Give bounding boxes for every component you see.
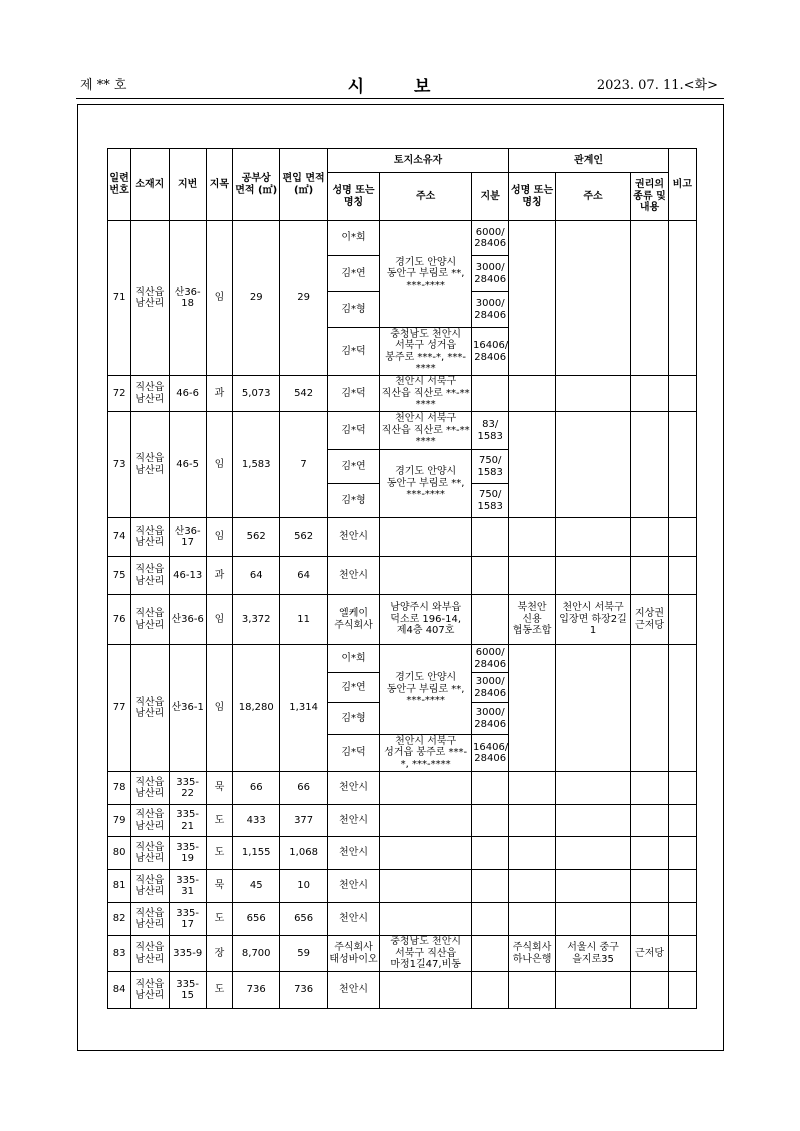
cell-category: 도 [206, 972, 232, 1009]
cell-included-area: 11 [280, 595, 327, 645]
cell-category: 임 [206, 645, 232, 772]
cell-party-right [631, 972, 668, 1009]
cell-party-right [631, 870, 668, 903]
cell-category: 장 [206, 936, 232, 972]
cell-official-area: 736 [233, 972, 280, 1009]
cell-seq: 74 [108, 518, 131, 557]
header-rule [76, 98, 724, 99]
cell-party-address: 천안시 서북구 입장면 하장2길 1 [555, 595, 631, 645]
cell-owner-share [472, 376, 509, 412]
cell-party-name [509, 972, 555, 1009]
cell-category: 과 [206, 557, 232, 595]
cell-category: 도 [206, 837, 232, 870]
cell-included-area: 64 [280, 557, 327, 595]
table-row [108, 557, 697, 595]
cell-included-area: 377 [280, 805, 327, 837]
cell-owner-share [472, 772, 509, 805]
cell-owner-address: 충청남도 천안시 서북구 성거읍 봉주로 ***-*, ***-**** [380, 328, 472, 376]
table-row [108, 595, 697, 645]
cell-party-right [631, 772, 668, 805]
cell-party-right: 지상권 근저당 [631, 595, 668, 645]
cell-owner-address [380, 557, 472, 595]
cell-owner-share [472, 837, 509, 870]
cell-lot: 산36-1 [169, 645, 206, 772]
cell-owner-address: 충청남도 천안시 서북구 직산읍 마정1길47,비동 [380, 936, 472, 972]
cell-lot: 335-17 [169, 903, 206, 936]
cell-party-name [509, 412, 555, 518]
cell-owner-share: 3000/ 28406 [472, 292, 509, 328]
table-row [108, 936, 697, 972]
cell-official-area: 8,700 [233, 936, 280, 972]
cell-owner-name: 주식회사 태성바이오 [327, 936, 379, 972]
cell-owner-share [472, 870, 509, 903]
cell-seq: 82 [108, 903, 131, 936]
cell-remarks [668, 837, 696, 870]
cell-owner-name: 천안시 [327, 518, 379, 557]
table-row [108, 870, 697, 903]
cell-owner-address [380, 805, 472, 837]
cell-location: 직산읍 남산리 [131, 972, 169, 1009]
cell-official-area: 1,583 [233, 412, 280, 518]
cell-owner-name: 김*연 [327, 673, 379, 703]
cell-lot: 335-19 [169, 837, 206, 870]
cell-included-area: 736 [280, 972, 327, 1009]
cell-owner-address: 천안시 서북구 성거읍 봉주로 ***-*, ***-**** [380, 735, 472, 772]
cell-included-area: 562 [280, 518, 327, 557]
issue-date: 2023. 07. 11.<화> [596, 78, 718, 93]
cell-location: 직산읍 남산리 [131, 903, 169, 936]
cell-remarks [668, 595, 696, 645]
cell-lot: 산36-17 [169, 518, 206, 557]
cell-category: 임 [206, 221, 232, 376]
cell-owner-name: 천안시 [327, 805, 379, 837]
cell-remarks [668, 376, 696, 412]
cell-location: 직산읍 남산리 [131, 518, 169, 557]
col-party-right: 권리의 종류 및 내용 [631, 173, 668, 221]
cell-owner-address [380, 837, 472, 870]
cell-owner-address: 천안시 서북구 직산읍 직산로 **-** **** [380, 412, 472, 450]
cell-party-address [555, 870, 631, 903]
table-row [108, 645, 697, 673]
cell-official-area: 656 [233, 903, 280, 936]
cell-owner-name: 김*덕 [327, 735, 379, 772]
cell-category: 묵 [206, 772, 232, 805]
cell-official-area: 45 [233, 870, 280, 903]
cell-owner-address [380, 972, 472, 1009]
table-row [108, 518, 697, 557]
col-official-area: 공부상 면적 (㎡) [233, 149, 280, 221]
cell-lot: 46-5 [169, 412, 206, 518]
cell-owner-share [472, 518, 509, 557]
cell-owner-name: 김*덕 [327, 376, 379, 412]
cell-party-address [555, 376, 631, 412]
cell-owner-address: 경기도 안양시 동안구 부림로 **, ***-**** [380, 450, 472, 518]
cell-party-address [555, 772, 631, 805]
cell-party-address [555, 518, 631, 557]
cell-seq: 72 [108, 376, 131, 412]
cell-owner-address [380, 518, 472, 557]
cell-remarks [668, 557, 696, 595]
cell-owner-share: 16406/ 28406 [472, 735, 509, 772]
cell-included-area: 1,068 [280, 837, 327, 870]
cell-owner-address [380, 772, 472, 805]
cell-official-area: 3,372 [233, 595, 280, 645]
cell-owner-name: 이*희 [327, 645, 379, 673]
cell-seq: 81 [108, 870, 131, 903]
col-party-name: 성명 또는 명칭 [509, 173, 555, 221]
cell-location: 직산읍 남산리 [131, 412, 169, 518]
cell-seq: 71 [108, 221, 131, 376]
cell-party-right [631, 645, 668, 772]
cell-owner-share [472, 557, 509, 595]
cell-seq: 76 [108, 595, 131, 645]
cell-seq: 77 [108, 645, 131, 772]
cell-owner-address: 경기도 안양시 동안구 부림로 **, ***-**** [380, 221, 472, 328]
cell-seq: 75 [108, 557, 131, 595]
cell-official-area: 433 [233, 805, 280, 837]
land-register-table [107, 148, 697, 1009]
cell-seq: 73 [108, 412, 131, 518]
cell-location: 직산읍 남산리 [131, 805, 169, 837]
cell-official-area: 18,280 [233, 645, 280, 772]
cell-owner-share [472, 805, 509, 837]
col-party-group: 관계인 [509, 149, 668, 173]
cell-owner-name: 천안시 [327, 903, 379, 936]
cell-party-right [631, 557, 668, 595]
cell-party-address: 서울시 중구 을지로35 [555, 936, 631, 972]
cell-remarks [668, 870, 696, 903]
cell-category: 묵 [206, 870, 232, 903]
cell-party-address [555, 903, 631, 936]
cell-owner-name: 김*형 [327, 484, 379, 518]
cell-party-right [631, 376, 668, 412]
col-owner-name: 성명 또는 명칭 [327, 173, 379, 221]
cell-location: 직산읍 남산리 [131, 557, 169, 595]
cell-party-name [509, 837, 555, 870]
cell-owner-name: 엘케이 주식회사 [327, 595, 379, 645]
cell-remarks [668, 972, 696, 1009]
table-row [108, 837, 697, 870]
cell-official-area: 66 [233, 772, 280, 805]
table-row [108, 805, 697, 837]
cell-seq: 78 [108, 772, 131, 805]
cell-party-name: 북천안 신용 협동조합 [509, 595, 555, 645]
cell-remarks [668, 936, 696, 972]
cell-official-area: 29 [233, 221, 280, 376]
cell-included-area: 7 [280, 412, 327, 518]
cell-location: 직산읍 남산리 [131, 772, 169, 805]
cell-party-name [509, 645, 555, 772]
table-row [108, 903, 697, 936]
cell-owner-address: 천안시 서북구 직산읍 직산로 **-** **** [381, 376, 470, 411]
cell-lot: 335-22 [169, 772, 206, 805]
cell-owner-share: 6000/ 28406 [472, 645, 509, 673]
cell-included-area: 66 [280, 772, 327, 805]
cell-location: 직산읍 남산리 [131, 645, 169, 772]
cell-official-area: 1,155 [233, 837, 280, 870]
col-category: 지목 [206, 149, 232, 221]
cell-party-right [631, 221, 668, 376]
cell-included-area: 59 [280, 936, 327, 972]
cell-owner-name: 천안시 [327, 557, 379, 595]
cell-owner-share [472, 936, 509, 972]
cell-included-area: 542 [280, 376, 327, 412]
cell-owner-address [380, 870, 472, 903]
cell-remarks [668, 645, 696, 772]
cell-party-right [631, 412, 668, 518]
cell-remarks [668, 772, 696, 805]
table-row [108, 772, 697, 805]
cell-category: 임 [206, 595, 232, 645]
cell-lot: 335-31 [169, 870, 206, 903]
cell-party-name: 주식회사 하나은행 [509, 936, 555, 972]
cell-lot: 335-9 [169, 936, 206, 972]
cell-party-address [555, 805, 631, 837]
cell-party-address [555, 221, 631, 376]
col-remarks: 비고 [668, 149, 696, 221]
cell-owner-share: 3000/ 28406 [472, 673, 509, 703]
cell-party-name [509, 221, 555, 376]
cell-included-area: 656 [280, 903, 327, 936]
cell-owner-share: 3000/ 28406 [472, 703, 509, 735]
col-location: 소재지 [131, 149, 169, 221]
cell-included-area: 29 [280, 221, 327, 376]
cell-location: 직산읍 남산리 [131, 221, 169, 376]
cell-owner-address: 남양주시 와부읍 덕소로 196-14, 제4층 407호 [380, 595, 472, 645]
cell-owner-share: 6000/ 28406 [472, 221, 509, 256]
cell-owner-name: 천안시 [327, 972, 379, 1009]
cell-owner-share [472, 595, 509, 645]
cell-party-name [509, 870, 555, 903]
cell-owner-name: 김*덕 [327, 412, 379, 450]
cell-owner-share: 3000/ 28406 [472, 256, 509, 292]
cell-owner-name: 이*희 [327, 221, 379, 256]
cell-party-right [631, 805, 668, 837]
cell-lot: 46-6 [169, 376, 206, 412]
cell-owner-share: 750/ 1583 [472, 450, 509, 484]
cell-lot: 산36-6 [169, 595, 206, 645]
cell-category: 임 [206, 518, 232, 557]
cell-owner-name: 천안시 [327, 837, 379, 870]
cell-owner-name: 김*형 [327, 703, 379, 735]
cell-owner-name: 김*덕 [327, 328, 379, 376]
cell-owner-name: 김*형 [327, 292, 379, 328]
col-owner-group: 토지소유자 [327, 149, 509, 173]
col-included-area: 편입 면적 (㎡) [280, 149, 327, 221]
cell-party-address [555, 837, 631, 870]
page-title: 시 보 [347, 77, 453, 97]
cell-seq: 84 [108, 972, 131, 1009]
cell-owner-name: 천안시 [327, 772, 379, 805]
cell-remarks [668, 518, 696, 557]
issue-number: 제 ** 호 [80, 78, 127, 93]
col-lot: 지번 [169, 149, 206, 221]
cell-owner-share: 83/ 1583 [472, 412, 509, 450]
cell-official-area: 562 [233, 518, 280, 557]
table-row [108, 376, 697, 412]
cell-party-name [509, 903, 555, 936]
col-party-address: 주소 [555, 173, 631, 221]
cell-category: 과 [206, 376, 232, 412]
cell-lot: 46-13 [169, 557, 206, 595]
cell-party-right [631, 837, 668, 870]
cell-party-right [631, 903, 668, 936]
cell-seq: 83 [108, 936, 131, 972]
cell-included-area: 1,314 [280, 645, 327, 772]
cell-owner-share [472, 972, 509, 1009]
cell-lot: 산36-18 [169, 221, 206, 376]
cell-party-name [509, 772, 555, 805]
col-owner-address: 주소 [380, 173, 472, 221]
cell-party-address [555, 557, 631, 595]
table-row [108, 221, 697, 256]
cell-official-area: 5,073 [233, 376, 280, 412]
cell-party-name [509, 557, 555, 595]
cell-owner-share: 750/ 1583 [472, 484, 509, 518]
table-row [108, 972, 697, 1009]
cell-party-right [631, 518, 668, 557]
table-row [108, 412, 697, 450]
cell-location: 직산읍 남산리 [131, 936, 169, 972]
cell-location: 직산읍 남산리 [131, 595, 169, 645]
cell-party-name [509, 376, 555, 412]
cell-owner-share: 16406/ 28406 [472, 328, 509, 376]
cell-owner-name: 천안시 [327, 870, 379, 903]
cell-seq: 80 [108, 837, 131, 870]
cell-included-area: 10 [280, 870, 327, 903]
cell-remarks [668, 805, 696, 837]
col-owner-share: 지분 [472, 173, 509, 221]
cell-party-name [509, 518, 555, 557]
cell-owner-name: 김*연 [327, 450, 379, 484]
cell-location: 직산읍 남산리 [131, 837, 169, 870]
cell-category: 임 [206, 412, 232, 518]
cell-lot: 335-15 [169, 972, 206, 1009]
cell-remarks [668, 903, 696, 936]
cell-seq: 79 [108, 805, 131, 837]
cell-category: 도 [206, 903, 232, 936]
cell-owner-address [380, 903, 472, 936]
cell-owner-address: 경기도 안양시 동안구 부림로 **, ***-**** [380, 645, 472, 735]
cell-party-name [509, 805, 555, 837]
col-seq: 일련 번호 [108, 149, 131, 221]
cell-official-area: 64 [233, 557, 280, 595]
cell-category: 도 [206, 805, 232, 837]
cell-remarks [668, 412, 696, 518]
cell-remarks [668, 221, 696, 376]
cell-party-address [555, 972, 631, 1009]
cell-owner-name: 김*연 [327, 256, 379, 292]
cell-party-address [555, 645, 631, 772]
cell-party-right: 근저당 [631, 936, 668, 972]
cell-party-address [555, 412, 631, 518]
cell-location: 직산읍 남산리 [131, 376, 169, 412]
cell-location: 직산읍 남산리 [131, 870, 169, 903]
cell-lot: 335-21 [169, 805, 206, 837]
cell-owner-share [472, 903, 509, 936]
